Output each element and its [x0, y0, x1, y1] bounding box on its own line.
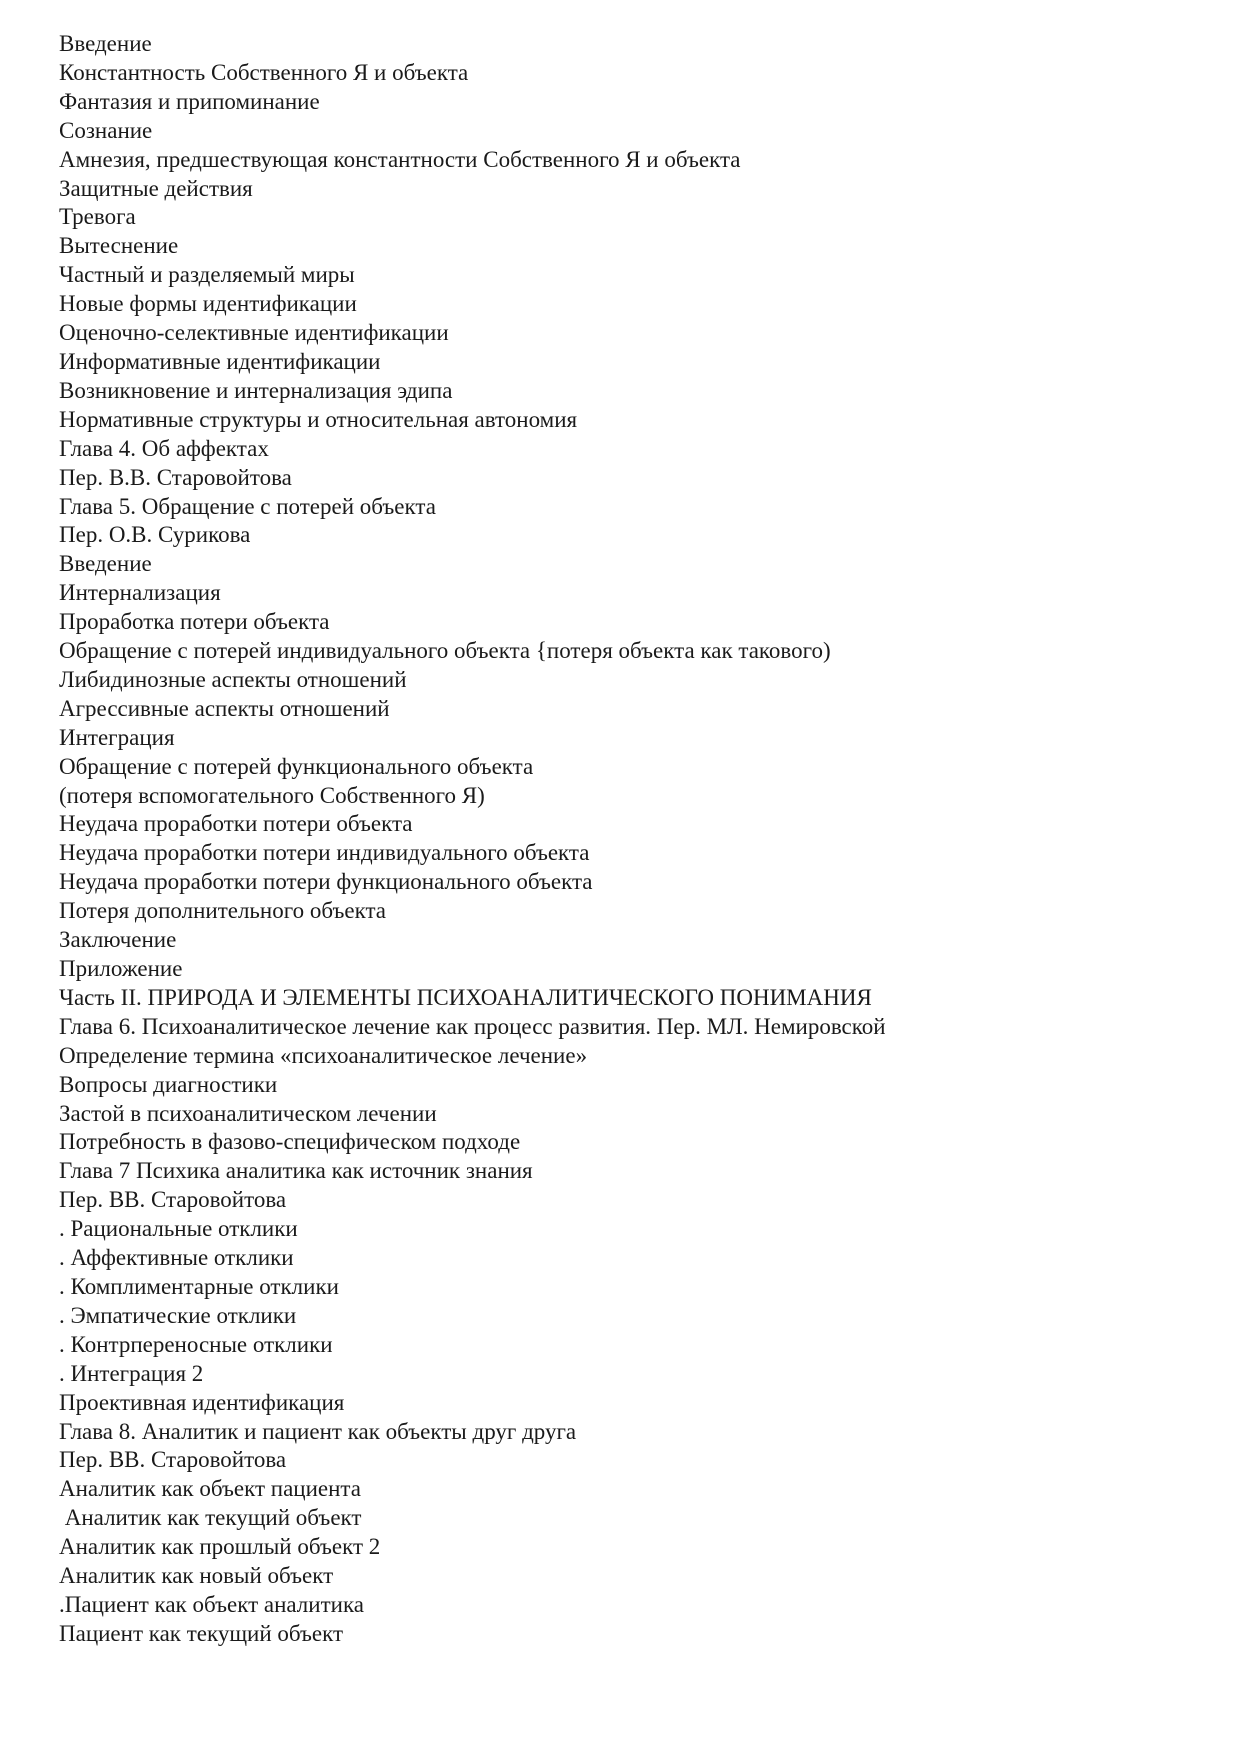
toc-line: .Пациент как объект аналитика	[59, 1591, 364, 1617]
toc-line: Либидинозные аспекты отношений	[59, 666, 407, 692]
toc-line: Глава 7 Психика аналитика как источник знания	[59, 1158, 533, 1184]
toc-line: . Контрпереносные отклики	[59, 1331, 333, 1357]
toc-line: Глава 5. Обращение с потерей объекта	[59, 493, 436, 519]
toc-line: Глава 8. Аналитик и пациент как объекты друг друга	[59, 1418, 577, 1444]
toc-line: Тревога	[59, 204, 136, 230]
toc-line: (потеря вспомогательного Собственного Я)	[59, 782, 485, 808]
toc-line: Часть II. ПРИРОДА И ЭЛЕМЕНТЫ ПСИХОАНАЛИТИЧЕСКОГО ПОНИМАНИЯ	[59, 984, 872, 1010]
toc-line: Интеграция	[59, 724, 175, 750]
toc-line: Неудача проработки потери функционального объекта	[59, 869, 593, 895]
toc-line: . Эмпатические отклики	[59, 1302, 297, 1328]
toc-line: Вопросы диагностики	[59, 1071, 278, 1097]
toc-line: Сознание	[59, 117, 153, 143]
toc-line: . Интеграция 2	[59, 1360, 204, 1386]
toc-line: Введение	[59, 551, 152, 577]
toc-line: Пациент как текущий объект	[59, 1620, 344, 1646]
toc-line: Агрессивные аспекты отношений	[59, 695, 390, 721]
toc-line: Введение	[59, 31, 152, 56]
toc-line: Возникновение и интернализация эдипа	[59, 377, 453, 403]
toc-line: Заключение	[59, 927, 177, 953]
toc-line: Пер. В.В. Старовойтова	[59, 464, 292, 490]
toc-line: Неудача проработки потери объекта	[59, 811, 413, 837]
toc-line: . Комплиментарные отклики	[59, 1273, 339, 1299]
toc-line: Частный и разделяемый миры	[59, 262, 355, 288]
toc-line: Защитные действия	[59, 175, 253, 201]
toc-line: Пер. ВВ. Старовойтова	[59, 1447, 287, 1473]
toc-line: Интернализация	[59, 580, 221, 606]
toc-line: Нормативные структуры и относительная автономия	[59, 406, 578, 432]
toc-line: Потребность в фазово-специфическом подходе	[59, 1129, 521, 1155]
toc-line: Оценочно-селективные идентификации	[59, 320, 449, 346]
toc-line: Аналитик как текущий объект	[59, 1505, 362, 1531]
toc-line: Амнезия, предшествующая константности Собственного Я и объекта	[59, 146, 741, 172]
toc-line: Проективная идентификация	[59, 1389, 345, 1415]
toc-line: Глава 4. Об аффектах	[59, 435, 269, 461]
toc-line: Обращение с потерей функционального объекта	[59, 753, 534, 779]
toc-line: Вытеснение	[59, 233, 179, 259]
toc-line: . Рациональные отклики	[59, 1216, 298, 1242]
toc-line: Новые формы идентификации	[59, 291, 357, 317]
toc-line: Пер. О.В. Сурикова	[59, 522, 251, 548]
toc-line: Застой в психоаналитическом лечении	[59, 1100, 437, 1126]
toc-line: Фантазия и припоминание	[59, 88, 320, 114]
toc-line: Аналитик как объект пациента	[59, 1476, 361, 1502]
toc-line: Аналитик как прошлый объект 2	[59, 1534, 381, 1560]
toc-line: Обращение с потерей индивидуального объекта {потеря объекта как такового)	[59, 638, 831, 664]
toc-line: . Аффективные отклики	[59, 1245, 294, 1271]
toc-line: Информативные идентификации	[59, 348, 381, 374]
toc-line: Глава 6. Психоаналитическое лечение как процесс развития. Пер. МЛ. Немировской	[59, 1013, 886, 1039]
toc-line: Неудача проработки потери индивидуального объекта	[59, 840, 590, 866]
toc-line: Константность Собственного Я и объекта	[59, 59, 469, 85]
toc-line: Приложение	[59, 956, 183, 981]
toc-line: Определение термина «психоаналитическое лечение»	[59, 1042, 588, 1068]
toc-line: Аналитик как новый объект	[59, 1563, 334, 1589]
toc-line: Пер. ВВ. Старовойтова	[59, 1187, 287, 1213]
toc-line: Проработка потери объекта	[59, 609, 330, 635]
table-of-contents	[59, 30, 886, 1649]
toc-line: Потеря дополнительного объекта	[59, 898, 386, 924]
